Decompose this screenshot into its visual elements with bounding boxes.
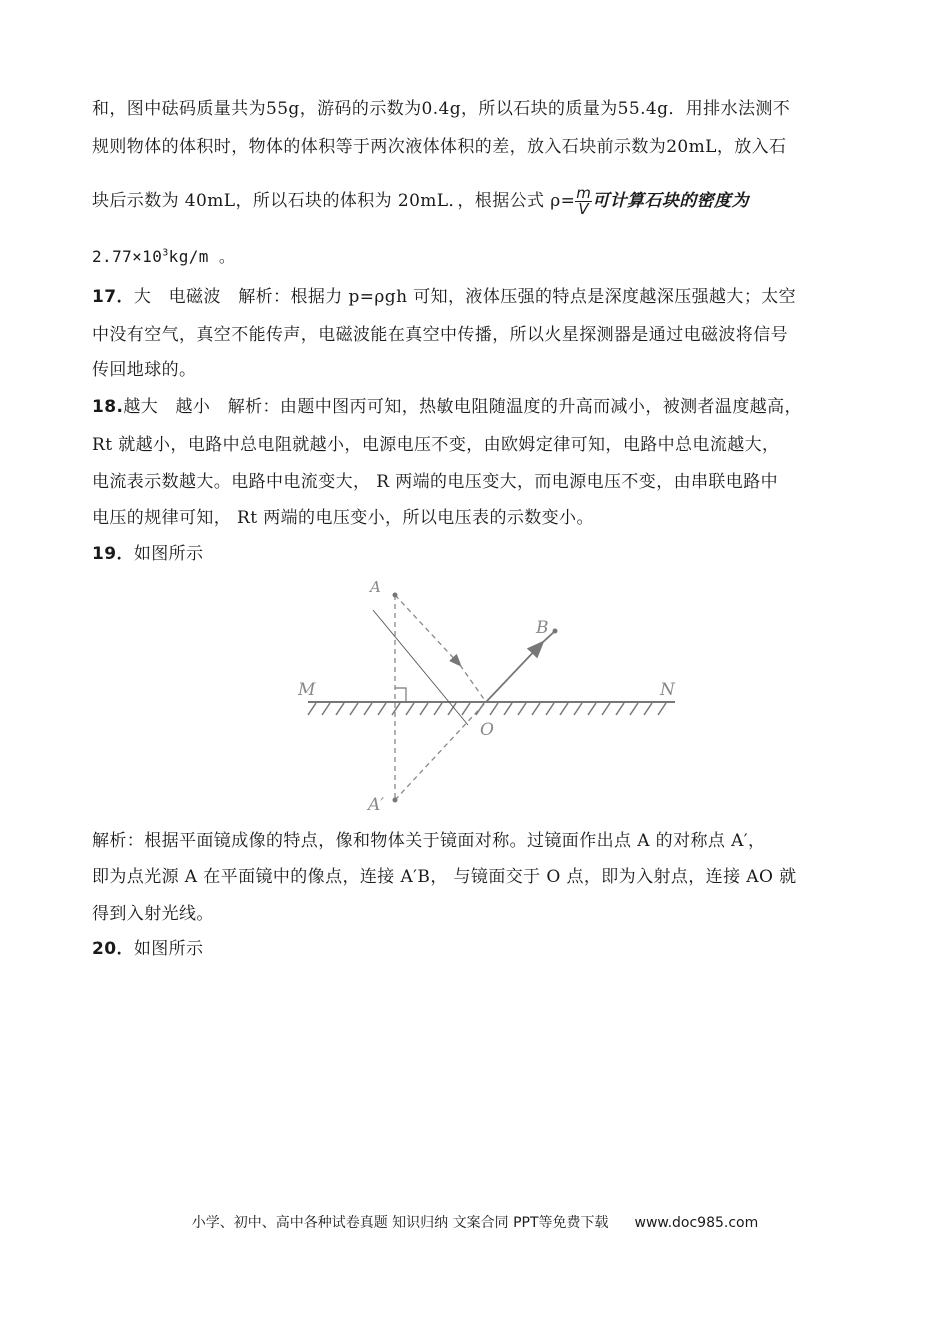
- label-a: A: [370, 578, 381, 596]
- answer-20-number: 20．: [92, 939, 134, 959]
- answer-16-line-3-tail: 可计算石块的密度为: [592, 191, 749, 211]
- answer-18-number: 18.: [92, 397, 124, 417]
- answer-19-line-1: [92, 539, 203, 564]
- label-b: B: [536, 618, 549, 638]
- answer-19-text: 如图所示: [133, 544, 204, 564]
- density-value: 2.77×10: [92, 247, 163, 266]
- density-unit: kg/m 。: [168, 247, 236, 266]
- point-b: [553, 629, 558, 634]
- density-exponent: 3: [162, 247, 169, 259]
- thin-auxiliary-line: [373, 610, 468, 725]
- answer-16-line-3: [92, 186, 749, 217]
- answer-16-line-3-text: 块后示数为 40mL，所以石块的体积为 20mL．，根据公式 ρ=: [92, 191, 576, 211]
- answer-17-text: 大 电磁波 解析：根据力 p=ρgh 可知，液体压强的特点是深度越深压强越大；太空: [133, 287, 797, 307]
- incident-ray: [395, 595, 460, 665]
- image-to-point-dashed-line: [395, 702, 486, 800]
- answer-20-text: 如图所示: [133, 939, 204, 959]
- answer-18-line-2: Rt 就越小，电路中总电阻就越小，电源电压不变，由欧姆定律可知，电路中总电流越大，: [92, 435, 780, 455]
- answer-19-explanation-line-1: 解析：根据平面镜成像的特点，像和物体关于镜面对称。过镜面作出点 A 的对称点 A′，: [92, 831, 766, 851]
- footer-url[interactable]: www.doc985.com: [634, 1215, 759, 1231]
- answer-18-line-1: [92, 392, 802, 417]
- label-n: N: [660, 680, 675, 700]
- answer-17-line-1: [92, 282, 796, 307]
- right-angle-mark: [395, 688, 406, 702]
- reflected-ray: [486, 643, 542, 702]
- answer-19-explanation-line-3: 得到入射光线。: [92, 904, 214, 924]
- footer-text: 小学、初中、高中各种试卷真题 知识归纳 文案合同 PPT等免费下载: [191, 1215, 609, 1231]
- page-footer: [0, 1212, 950, 1232]
- answer-17-line-2: 中没有空气，真空不能传声，电磁波能在真空中传播，所以火星探测器是通过电磁波将信号: [92, 325, 788, 345]
- answer-16-line-2: 规则物体的体积时，物体的体积等于两次液体体积的差，放入石块前示数为20mL，放入石: [92, 137, 787, 157]
- answer-17-number: 17．: [92, 287, 134, 307]
- incident-ray-segment: [460, 665, 486, 702]
- answer-18-line-4: 电压的规律可知， Rt 两端的电压变小，所以电压表的示数变小。: [92, 508, 594, 528]
- plane-mirror-diagram: [290, 575, 690, 815]
- point-a: [393, 593, 398, 598]
- fraction-denominator: V: [578, 200, 590, 218]
- fraction-numerator: m: [576, 184, 592, 202]
- answer-18-text: 越大 越小 解析：由题中图丙可知，热敏电阻随温度的升高而减小，被测者温度越高，: [123, 397, 802, 417]
- answer-19-explanation-line-2: 即为点光源 A 在平面镜中的像点，连接 A′B， 与镜面交于 O 点，即为入射点，连接 AO 就: [92, 867, 797, 887]
- answer-16-density-value: [92, 244, 235, 267]
- answer-19-number: 19．: [92, 544, 134, 564]
- answer-18-line-3: 电流表示数越大。电路中电流变大， R 两端的电压变大，而电源电压不变，由串联电路中: [92, 472, 779, 492]
- answer-20-line-1: [92, 934, 203, 959]
- answer-17-line-3: 传回地球的。: [92, 360, 197, 380]
- density-formula-fraction: [575, 186, 592, 217]
- label-m: M: [298, 680, 316, 700]
- label-o: O: [480, 720, 494, 740]
- mirror-hatching: [308, 703, 666, 715]
- point-a-prime: [393, 798, 398, 803]
- label-a-prime: A′: [368, 795, 385, 815]
- answer-16-line-1: 和，图中砝码质量共为55g，游码的示数为0.4g，所以石块的质量为55.4g．用排水法测不: [92, 99, 791, 119]
